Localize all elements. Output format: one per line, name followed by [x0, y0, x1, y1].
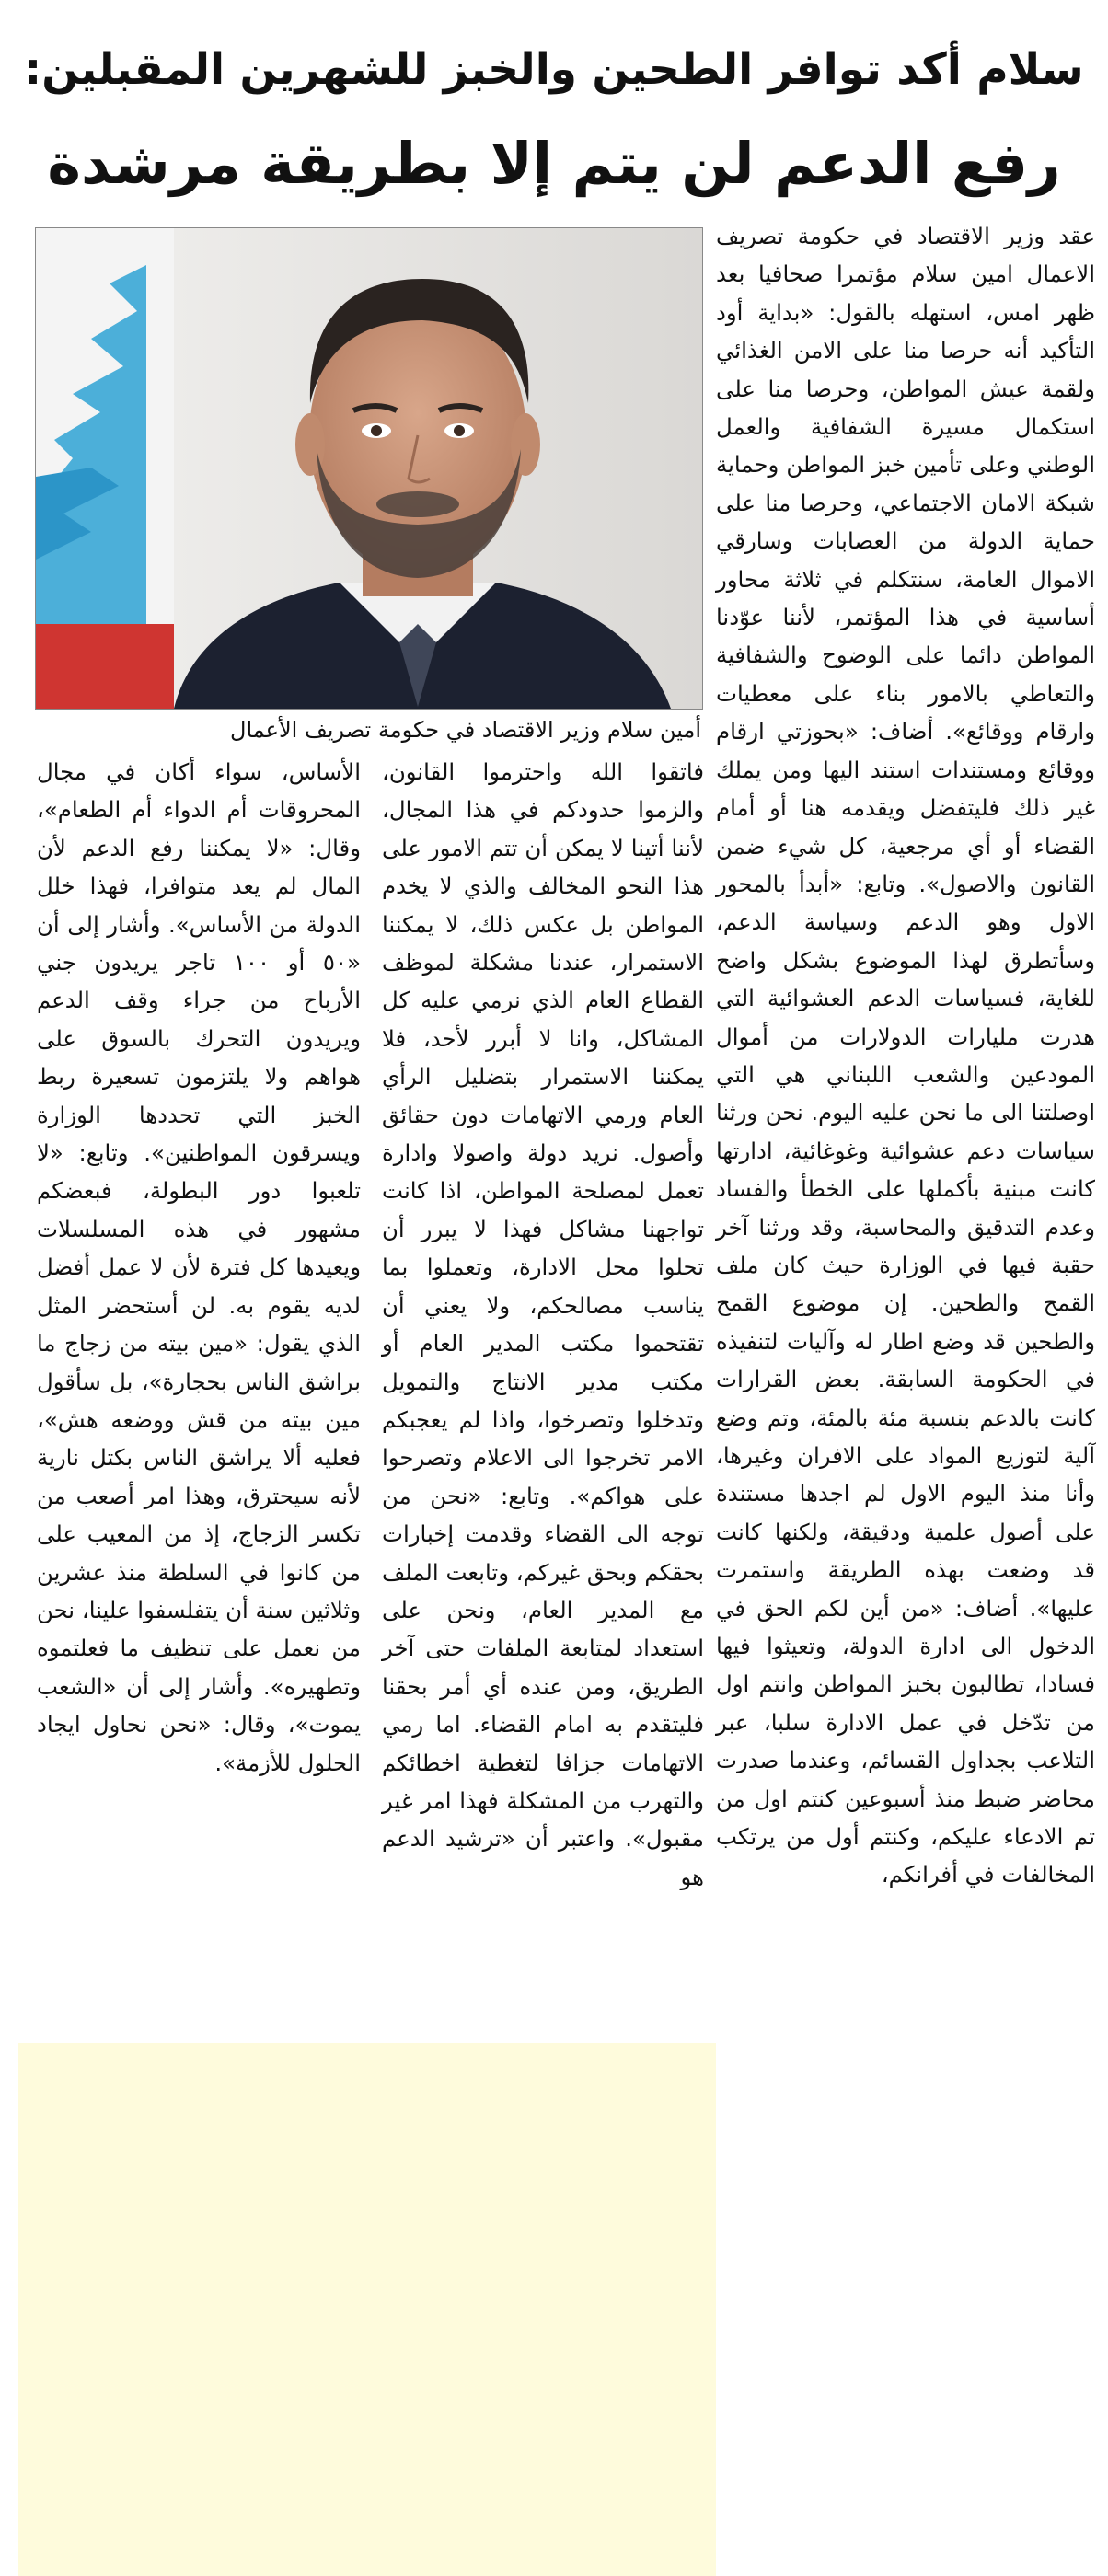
photo-caption: أمين سلام وزير الاقتصاد في حكومة تصريف الأعمال	[230, 717, 701, 743]
article-text-left: الأساس، سواء أكان في مجال المحروقات أم الدواء أم الطعام»، وقال: «لا يمكننا رفع الدعم لأن المال لم يعد متوافرا، فهذا خلل الدولة من الأساس». وأشار إلى أن «٥٠ أو ١٠٠ تاجر يريدون جني الأرباح من جراء وقف الدعم ويريدون التحرك بالسوق على هواهم ولا يلتزمون تسعيرة ربط الخبز التي تحددها الوزارة ويسرقون المواطنين». وتابع: «لا تلعبوا دور البطولة، فبعضكم مشهور في هذه المسلسلات ويعيدها كل فترة لأن لا عمل أفضل لديه يقوم به. لن أستحضر المثل الذي يقول: «مين بيته من زجاج ما براشق الناس بحجارة»، بل سأقول مين بيته من قش ووضعه هش»، فعليه ألا يراشق الناس بكتل نارية لأنه سيحترق، وهذا امر أصعب من تكسر الزجاج، إذ من المعيب على من كانوا في السلطة منذ عشرين وثلاثين سنة أن يتفلسفوا علينا، نحن من نعمل على تنظيف ما فعلتموه وتطهيره». وأشار إلى أن «الشعب يموت»، وقال: «نحن نحاول ايجاد الحلول للأزمة».	[37, 758, 361, 1776]
headline-line-1: سلام أكد توافر الطحين والخبز للشهرين المقبلين:	[24, 44, 1084, 95]
headline-line-2: رفع الدعم لن يتم إلا بطريقة مرشدة	[47, 130, 1061, 197]
blank-ad-space	[18, 2043, 716, 2576]
article-column-left	[37, 753, 361, 1782]
article-text-right: عقد وزير الاقتصاد في حكومة تصريف الاعمال امين سلام مؤتمرا صحافيا بعد ظهر امس، استهله بالقول: «بداية أود التأكيد أنه حرصا منا على الامن الغذائي ولقمة عيش المواطن، وحرصا منا على استكمال مسيرة الشفافية والعمل الوطني وعلى تأمين خبز المواطن وحماية شبكة الامان الاجتماعي، وحرصا منا على حماية الدولة من العصابات وسارقي الاموال العامة، سنتكلم في ثلاثة محاور أساسية في هذا المؤتمر، لأننا عوّدنا المواطن دائما على الوضوح والشفافية والتعاطي بالامور بناء على معطيات وارقام ووقائع». أضاف: «بحوزتي ارقام ووقائع ومستندات استند اليها ومن يملك غير ذلك فليتفضل ويقدمه هنا أو أمام القضاء أو أي مرجعية، كل شيء ضمن القانون والاصول». وتابع: «أبدأ بالمحور الاول وهو الدعم وسياسة الدعم، وسأتطرق لهذا الموضوع بشكل واضح للغاية، فسياسات الدعم العشوائية التي هدرت مليارات الدولارات من أموال المودعين والشعب اللبناني هي التي اوصلتنا الى ما نحن عليه اليوم. نحن ورثنا سياسات دعم عشوائية وغوغائية، ادارتها كانت مبنية بأكملها على الخطأ والفساد وعدم التدقيق والمحاسبة، وقد ورثنا آخر حقبة فيها في الوزارة حيث كان ملف القمح والطحين. إن موضوع القمح والطحين قد وضع اطار له وآليات لتنفيذه في الحكومة السابقة. بعض القرارات كانت بالدعم بنسبة مئة بالمئة، وتم وضع آلية لتوزيع المواد على الافران وغيرها، وأنا منذ اليوم الاول لم اجدها مستندة على أصول علمية ودقيقة، ولكنها كانت قد وضعت بهذه الطريقة واستمرت عليها». أضاف: «من أين لكم الحق في الدخول الى ادارة الدولة، وتعيثوا فيها فسادا، تطالبون بخبز المواطن وانتم اول من تدّخل في عمل الادارة سلبا، عبر التلاعب بجداول القسائم، وعندما صدرت محاضر ضبط منذ أسبوعين كنتم اول من تم الادعاء عليكم، وكنتم أول من يرتكب المخالفات في أفرانكم،	[716, 223, 1095, 1889]
portrait-image	[36, 228, 702, 709]
article-column-middle	[382, 753, 704, 1896]
minister-photo	[35, 227, 703, 710]
article-column-right	[716, 217, 1095, 1894]
article-text-middle: فاتقوا الله واحترموا القانون، والزموا حدودكم في هذا المجال، لأننا أتينا لا يمكن أن تتم الامور على هذا النحو المخالف والذي لا يخدم المواطن بل عكس ذلك، لا يمكننا الاستمرار، عندنا مشكلة لموظف القطاع العام الذي نرمي عليه كل المشاكل، وانا لا أبرر لأحد، فلا يمكننا الاستمرار بتضليل الرأي العام ورمي الاتهامات دون حقائق وأصول. نريد دولة واصولا وادارة تعمل لمصلحة المواطن، اذا كانت تواجهنا مشاكل فهذا لا يبرر أن تحلوا محل الادارة، وتعملوا بما يناسب مصالحكم، ولا يعني أن تقتحموا مكتب المدير العام أو مكتب مدير الانتاج والتمويل وتدخلوا وتصرخوا، واذا لم يعجبكم الامر تخرجوا الى الاعلام وتصرحوا على هواكم». وتابع: «نحن من توجه الى القضاء وقدمت إخبارات بحقكم وبحق غيركم، وتابعت الملف مع المدير العام، ونحن على استعداد لمتابعة الملفات حتى آخر الطريق، ومن عنده أي أمر بحقنا فليتقدم به امام القضاء. اما رمي الاتهامات جزافا لتغطية اخطائكم والتهرب من المشكلة فهذا امر غير مقبول». واعتبر أن «ترشيد الدعم هو	[382, 758, 704, 1890]
